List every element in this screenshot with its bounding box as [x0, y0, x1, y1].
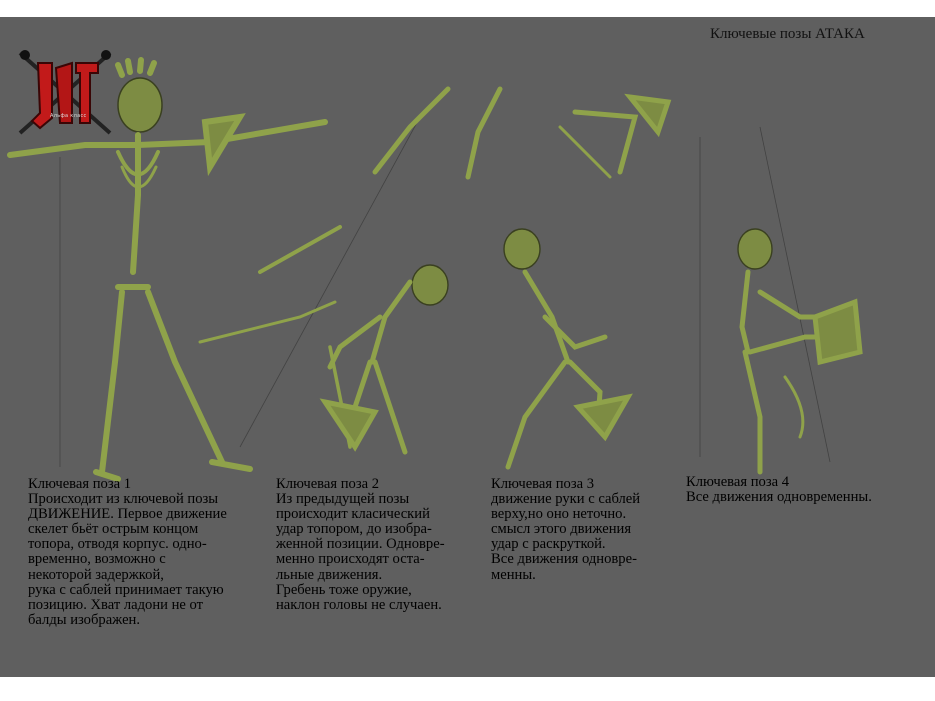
caption-line: Происходит из ключевой позы: [28, 491, 219, 508]
caption-line: позицию. Хват ладони не от: [28, 596, 204, 613]
caption-line: рука с саблей принимает такую: [28, 581, 224, 598]
caption-line: менно происходят оста-: [276, 551, 425, 568]
caption-line: наклон головы не случаен.: [276, 596, 442, 613]
caption-line: удар с раскруткой.: [491, 536, 606, 553]
arm-studies: [375, 89, 668, 177]
logo-mark: [10, 43, 120, 143]
caption-heading: Ключевая поза 3: [491, 476, 595, 492]
caption-heading: Ключевая поза 2: [276, 476, 380, 492]
caption-pose-4: [686, 475, 872, 505]
caption-line: временно, возможно с: [28, 551, 166, 568]
caption-pose-1: [28, 477, 227, 628]
caption-line: менны.: [491, 566, 536, 583]
caption-line: происходит класический: [276, 506, 430, 523]
caption-line: Все движения одновре-: [491, 551, 637, 568]
caption-line: верху,но оно неточно.: [491, 506, 627, 523]
page-title: Ключевые позы АТАКА: [710, 26, 865, 42]
caption-line: скелет бьёт острым концом: [28, 521, 199, 538]
caption-pose-3: [491, 477, 640, 583]
caption-line: ДВИЖЕНИЕ. Первое движение: [28, 506, 227, 523]
caption-line: Из предыдущей позы: [276, 491, 410, 508]
caption-heading: Ключевая поза 4: [686, 474, 790, 490]
caption-line: Все движения одновременны.: [686, 489, 872, 506]
caption-line: топора, отводя корпус. одно-: [28, 536, 207, 553]
caption-line: балды изображен.: [28, 611, 141, 628]
caption-line: женной позиции. Одновре-: [276, 536, 445, 553]
caption-heading: Ключевая поза 1: [28, 476, 132, 492]
skeleton-pose-sketches: [0, 17, 935, 487]
sketch-sheet: [0, 17, 935, 677]
caption-line: смысл этого движения: [491, 521, 632, 538]
caption-line: льные движения.: [276, 566, 383, 583]
logo-caption: Альфа класс: [50, 113, 87, 119]
pose-4-skeleton: [738, 229, 860, 472]
caption-line: движение руки с саблей: [491, 491, 641, 508]
pose-2-skeleton: [200, 227, 448, 452]
caption-line: некоторой задержкой,: [28, 566, 164, 583]
caption-line: удар топором, до изобра-: [276, 521, 432, 538]
pose-3-skeleton: [504, 229, 628, 467]
caption-line: Гребень тоже оружие,: [276, 581, 412, 598]
caption-pose-2: [276, 477, 445, 613]
